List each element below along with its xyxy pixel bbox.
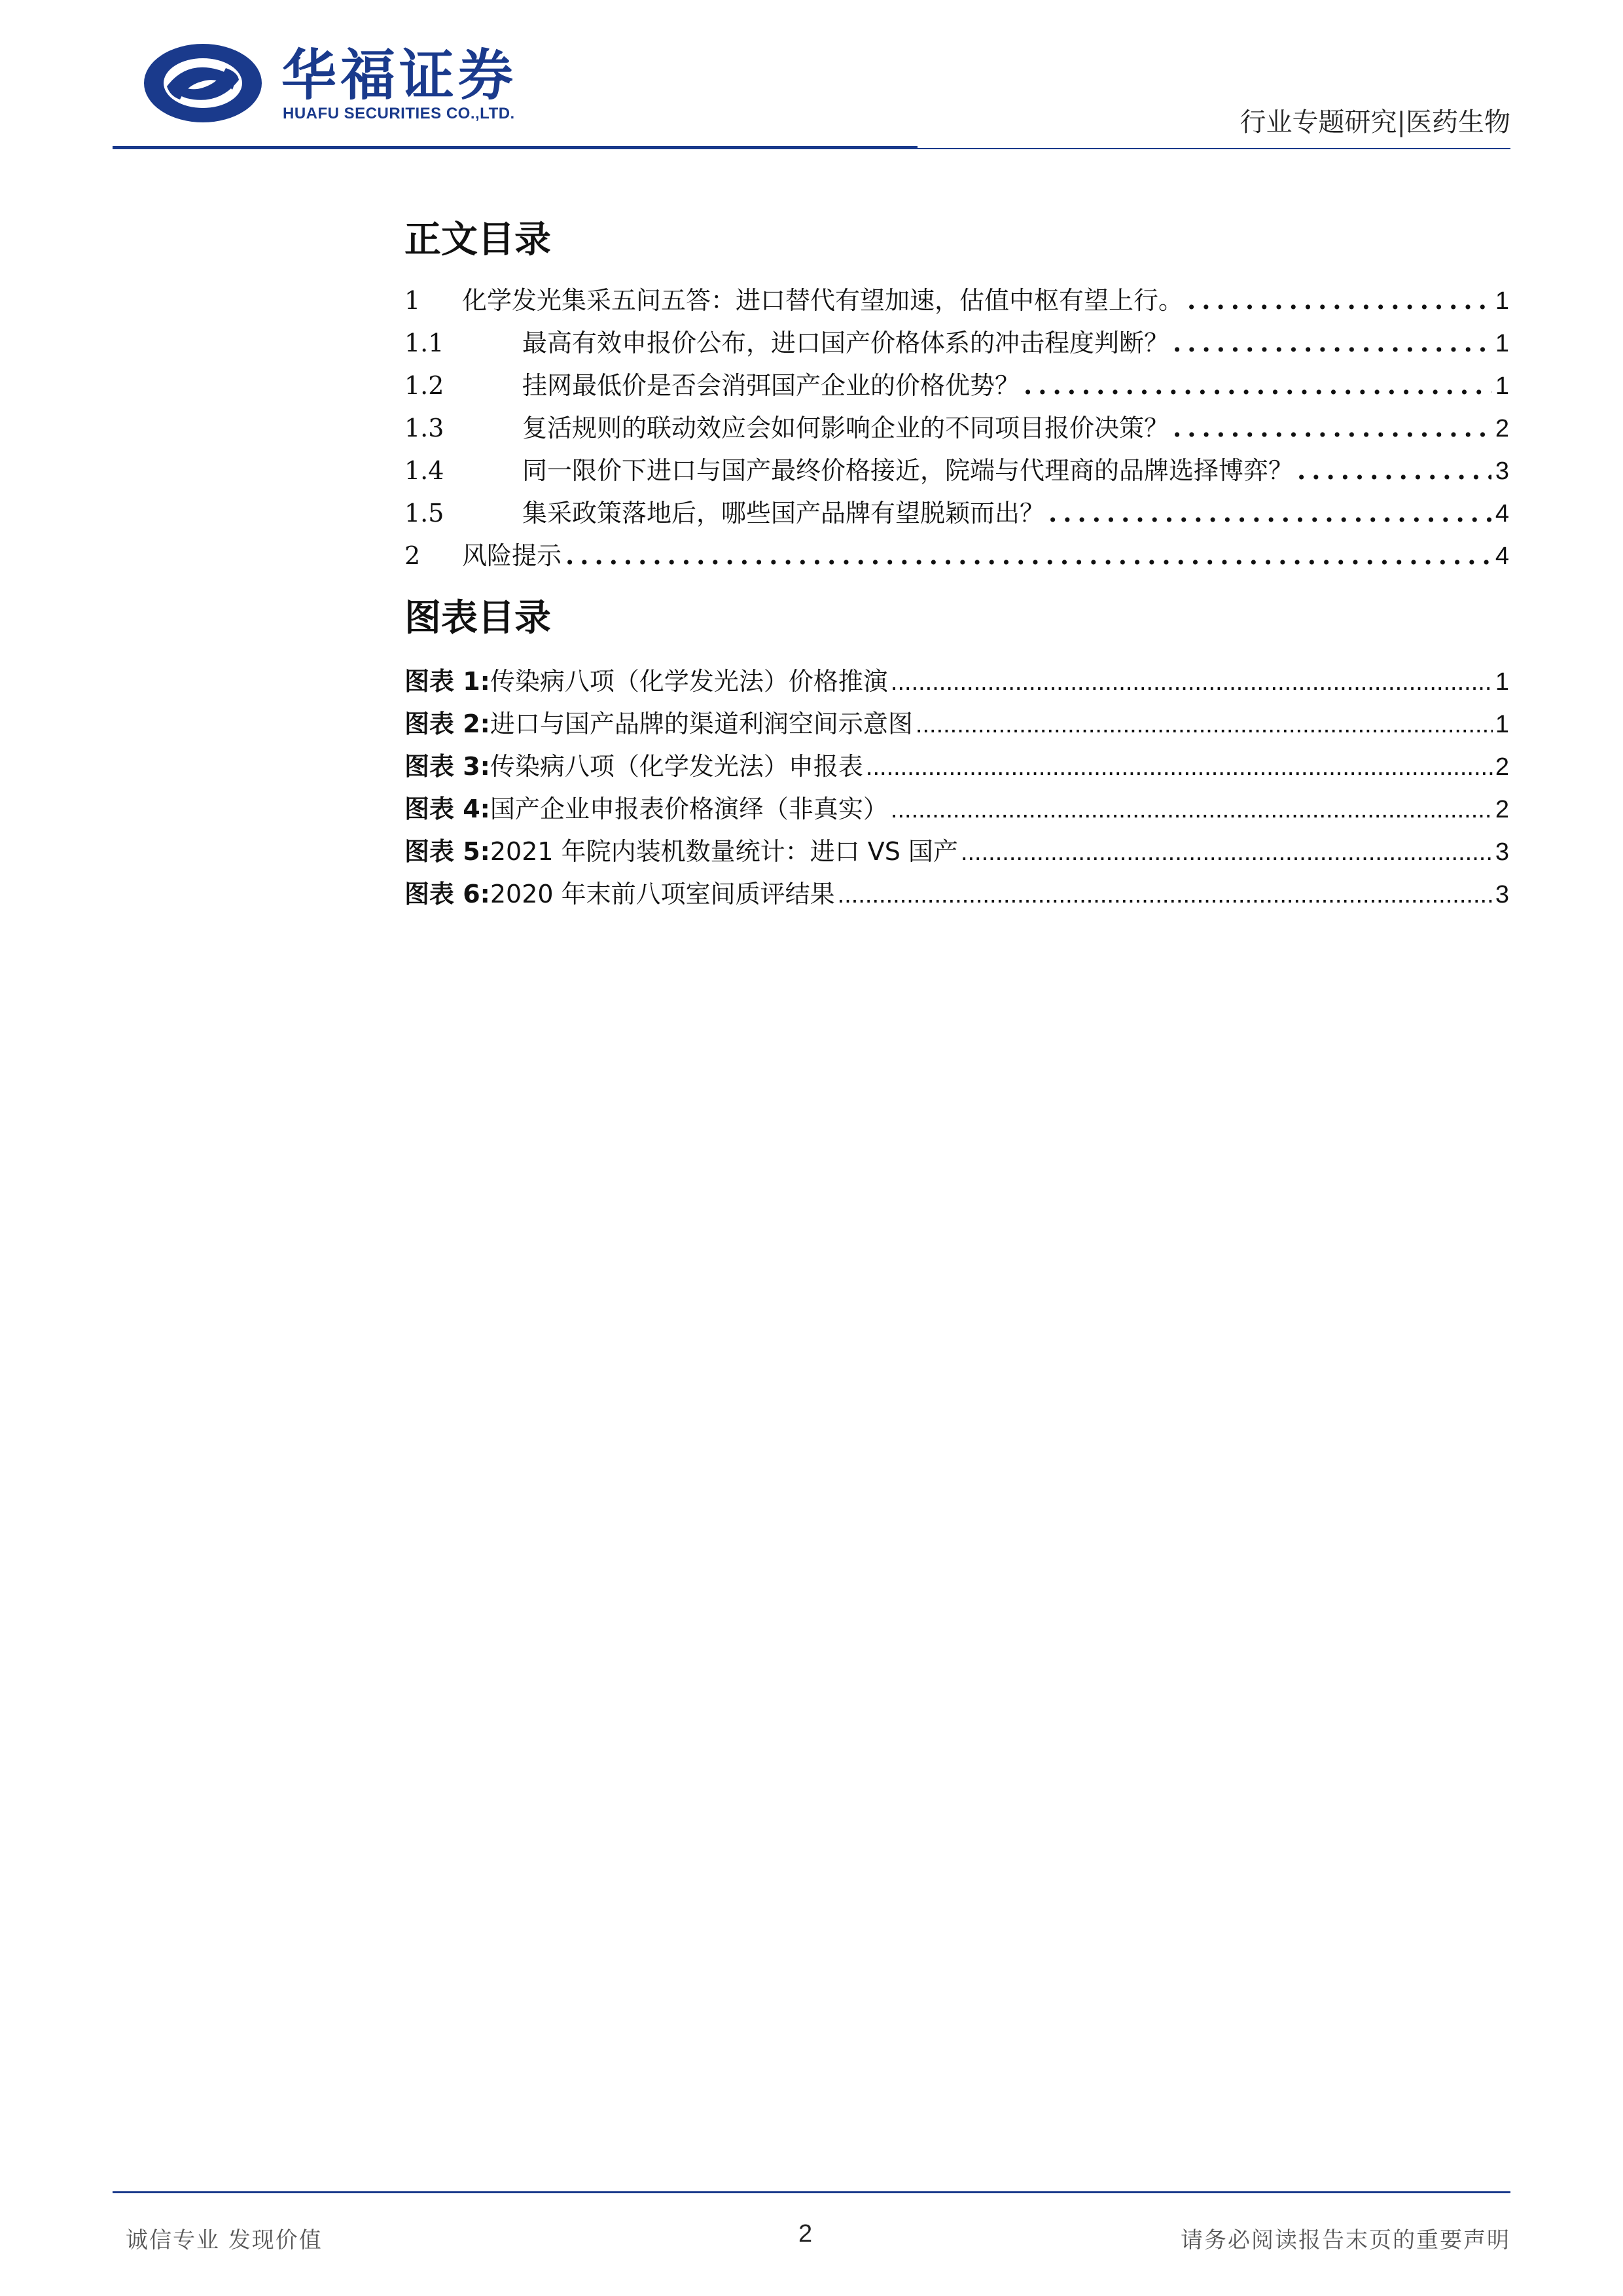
toc-entry-title: 集采政策落地后，哪些国产品牌有望脱颖而出？ — [522, 499, 1045, 528]
figure-entry-page: 3 — [1495, 881, 1509, 908]
figure-entry-page: 2 — [1495, 796, 1509, 823]
toc-heading: 正文目录 — [404, 218, 551, 261]
toc-entry-page: 4 — [1495, 500, 1509, 528]
toc-entry-title: 最高有效申报价公布，进口国产价格体系的冲击程度判断？ — [522, 329, 1169, 357]
toc-leader-dots — [565, 541, 1491, 570]
figures-list — [404, 661, 1509, 916]
toc-entry-title: 挂网最低价是否会消弭国产企业的价格优势？ — [522, 371, 1020, 400]
toc-entry[interactable] — [404, 365, 1509, 408]
toc-entry-number: 1.4 — [404, 456, 444, 485]
figure-entry[interactable] — [404, 874, 1509, 916]
figure-entry-title: 2020 年末前八项室间质评结果 — [490, 880, 835, 908]
toc-entry-title: 复活规则的联动效应会如何影响企业的不同项目报价决策？ — [522, 414, 1169, 442]
toc-entry-number: 1.3 — [404, 414, 444, 442]
figure-entry-page: 2 — [1495, 753, 1509, 781]
figure-leader-dots — [866, 753, 1493, 781]
figure-entry-title: 国产企业申报表价格演绎（非真实） — [490, 795, 888, 823]
toc-entry-page: 1 — [1495, 372, 1509, 400]
footer-slogan: 诚信专业 发现价值 — [126, 2227, 323, 2253]
toc-entry-page: 3 — [1495, 457, 1509, 485]
toc-leader-dots — [1173, 328, 1491, 357]
toc-entry[interactable] — [404, 493, 1509, 535]
toc-entry-title: 同一限价下进口与国产最终价格接近，院端与代理商的品牌选择博弈？ — [522, 456, 1294, 485]
figure-entry[interactable] — [404, 661, 1509, 704]
toc-entry[interactable] — [404, 535, 1509, 578]
figure-entry-label: 图表 6: — [404, 880, 490, 908]
toc-entry-page: 1 — [1495, 330, 1509, 357]
page-number: 2 — [798, 2220, 813, 2248]
figure-entry-page: 1 — [1495, 711, 1509, 738]
figure-entry-page: 3 — [1495, 838, 1509, 866]
brand-name-cn: 华福证券 — [281, 43, 518, 107]
toc-entry-title: 化学发光集采五问五答：进口替代有望加速，估值中枢有望上行。 — [462, 286, 1184, 315]
figure-entry-label: 图表 3: — [404, 752, 490, 781]
toc-entry-number: 1.5 — [404, 499, 444, 528]
figure-entry-label: 图表 1: — [404, 667, 490, 696]
header-divider-accent — [113, 146, 918, 149]
figure-entry-title: 传染病八项（化学发光法）价格推演 — [490, 667, 888, 696]
figure-entry-title: 进口与国产品牌的渠道利润空间示意图 — [490, 709, 913, 738]
toc-entry-number: 2 — [404, 541, 421, 570]
report-category: 行业专题研究|医药生物 — [1240, 107, 1510, 137]
toc-leader-dots — [1024, 370, 1491, 400]
figure-entry-label: 图表 4: — [404, 795, 490, 823]
toc-entry[interactable] — [404, 450, 1509, 493]
figures-heading: 图表目录 — [404, 596, 551, 639]
figure-leader-dots — [961, 838, 1493, 867]
toc-leader-dots — [1173, 413, 1491, 442]
toc-leader-dots — [1297, 456, 1491, 485]
figure-entry-page: 1 — [1495, 668, 1509, 696]
figure-entry[interactable] — [404, 746, 1509, 789]
toc-entry-number: 1.2 — [404, 371, 444, 400]
toc-entry-title: 风险提示 — [462, 541, 562, 570]
footer-divider — [113, 2191, 1510, 2193]
toc-entry-page: 2 — [1495, 415, 1509, 442]
figure-entry[interactable] — [404, 831, 1509, 874]
figure-entry-label: 图表 5: — [404, 837, 490, 866]
toc-entry-number: 1.1 — [404, 329, 444, 357]
figure-entry-title: 2021 年院内装机数量统计：进口 VS 国产 — [490, 837, 958, 866]
toc-leader-dots — [1048, 498, 1491, 528]
figure-leader-dots — [916, 711, 1493, 739]
toc-list — [404, 280, 1509, 578]
toc-entry[interactable] — [404, 408, 1509, 450]
figure-entry-label: 图表 2: — [404, 709, 490, 738]
toc-entry-page: 4 — [1495, 543, 1509, 570]
figure-leader-dots — [891, 796, 1493, 824]
brand-name-en: HUAFU SECURITIES CO.,LTD. — [283, 105, 515, 122]
figure-entry[interactable] — [404, 704, 1509, 746]
toc-entry-page: 1 — [1495, 287, 1509, 315]
figure-leader-dots — [838, 881, 1493, 909]
figure-entry-title: 传染病八项（化学发光法）申报表 — [490, 752, 863, 781]
huafu-logo-icon — [141, 41, 265, 126]
figure-leader-dots — [891, 668, 1493, 696]
figure-entry[interactable] — [404, 789, 1509, 831]
toc-entry[interactable] — [404, 323, 1509, 365]
toc-entry-number: 1 — [404, 286, 421, 315]
footer-disclaimer: 请务必阅读报告末页的重要声明 — [1181, 2227, 1510, 2253]
toc-leader-dots — [1187, 285, 1491, 315]
toc-entry[interactable] — [404, 280, 1509, 323]
